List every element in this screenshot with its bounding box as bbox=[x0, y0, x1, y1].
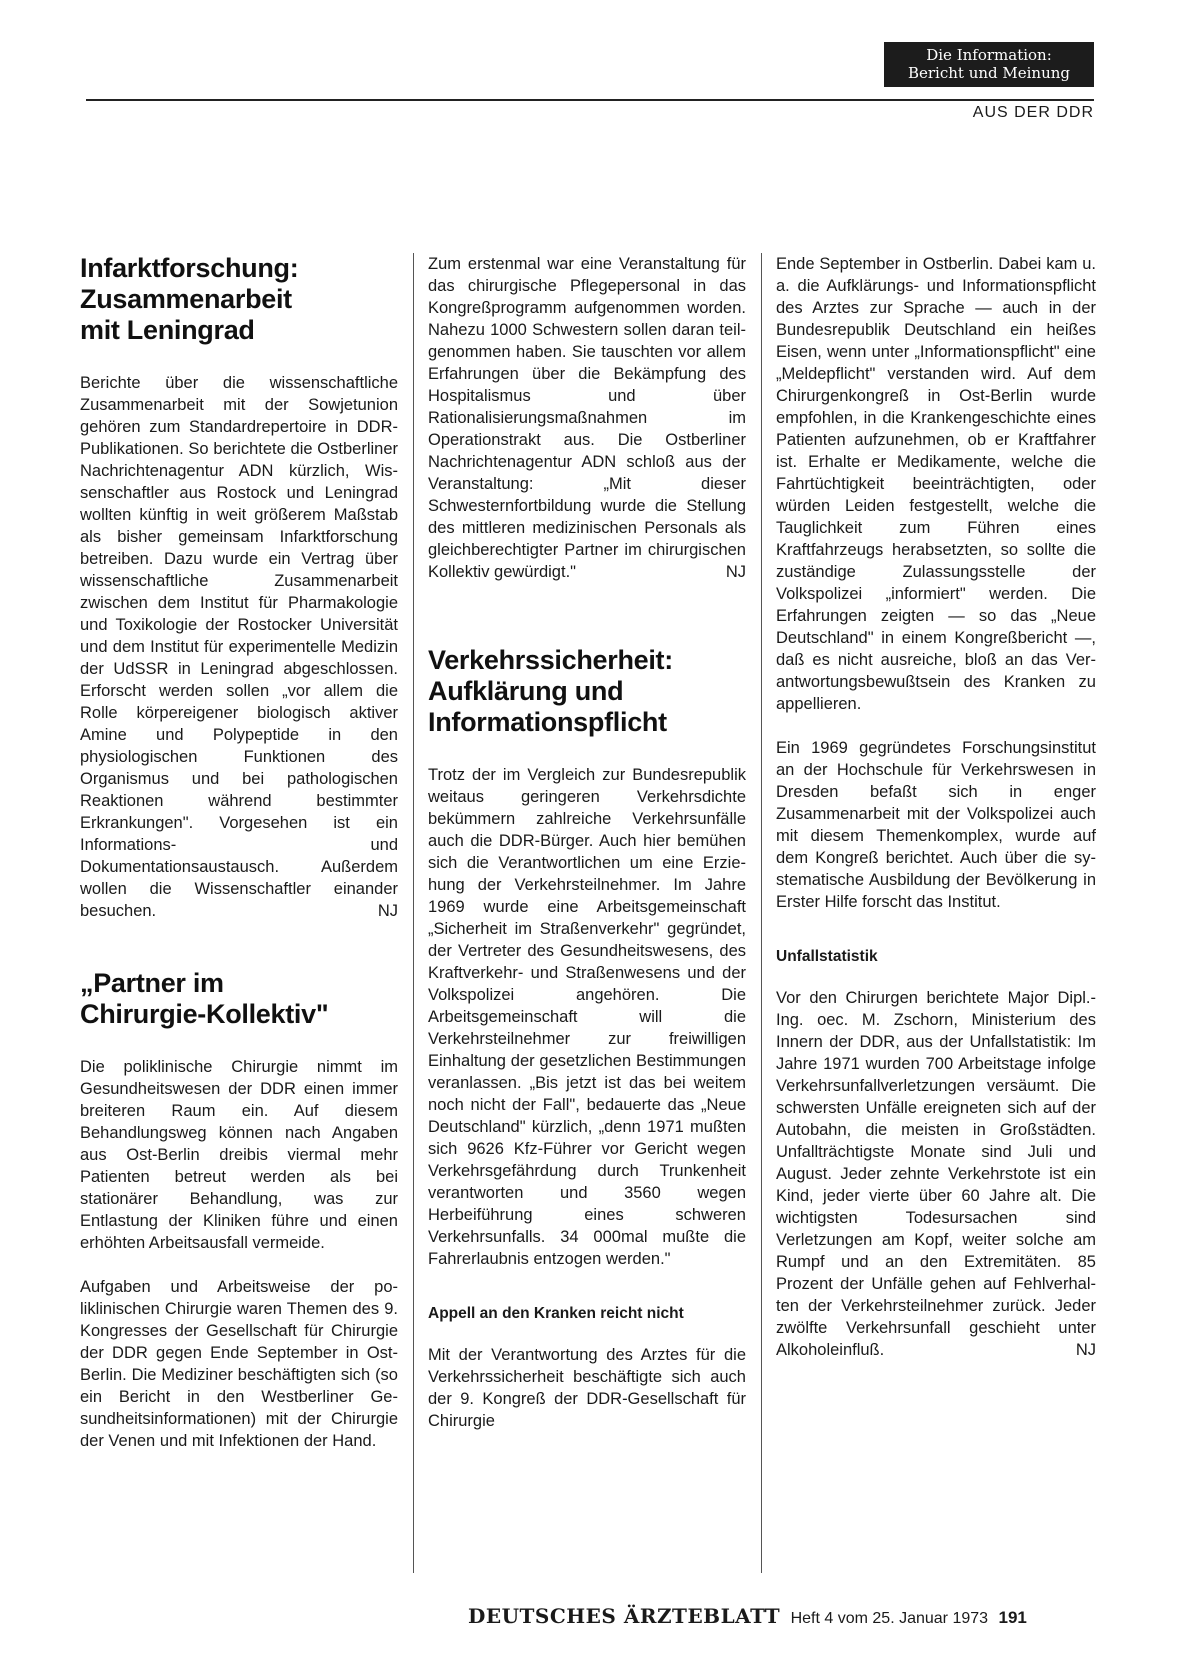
section-label: AUS DER DDR bbox=[972, 104, 1094, 121]
article-paragraph: Ein 1969 gegründetes Forschungsinstitut an der Hochschule für Verkehrswesen in Dresden befaßt sich in enger Zusammenarbeit mit der Volkspolizei auch mit diesem Themenkomplex, wurde auf dem Kongreß berichtet. Auch über die systematische Ausbildung der Bevölkerung in Erster Hilfe forscht das Institut. bbox=[776, 739, 1096, 911]
rubric-line-1: Die Information: bbox=[926, 46, 1052, 64]
rubric-badge bbox=[884, 42, 1094, 87]
paragraph-text: Vor den Chirurgen berichtete Major Dipl.-Ing. oec. M. Zschorn, Ministerium des Innern der DDR, aus der Unfallstatistik: Im Jahre 1971 wurden 700 Arbeitstage infolge Verkehrsunfallverletzungen versäumt. Die schwersten Unfälle ereigneten sich auf der Autobahn, die meisten in Großstädten. Unfallträchtigste Monate sind Juli und August. Jeder zehnte Verkehrstote ist ein Kind, jeder vierte über 60 Jahre alt. Die wichtigsten Todesursachen sind Verletzungen am Kopf, weiter solche am Rumpf und an den Extremitäten. 85 Prozent der Unfälle gehen auf Fehlverhalten der Verkehrsteilnehmer zurück. Jeder zwölfte Verkehrsunfall geschieht unter Alkoholeinfluß. bbox=[776, 989, 1096, 1359]
subheading: Unfallstatistik bbox=[776, 948, 878, 965]
title-line: Verkehrssicherheit: bbox=[428, 645, 673, 675]
author-signature: NJ bbox=[1075, 1341, 1096, 1359]
article-title-partner bbox=[80, 968, 398, 1030]
article-paragraph: Die poliklinische Chirurgie nimmt im Gesundheitswesen der DDR einen immer breiteren Raum ein. Auf diesem Behandlungsweg können nach Angaben aus Ost-Berlin dreibis viermal mehr Patienten betreut werden als bei stationärer Behandlung, was zur Entlastung der Kliniken führe und einen erhöhten Arbeitsausfall vermeide. bbox=[80, 1058, 398, 1252]
title-line: Zusammenarbeit bbox=[80, 284, 292, 314]
article-title-infarkt bbox=[80, 253, 398, 346]
title-line: „Partner im bbox=[80, 968, 224, 998]
rubric-line-2: Bericht und Meinung bbox=[907, 64, 1071, 82]
column-divider bbox=[761, 253, 762, 1573]
article-title-verkehr bbox=[428, 645, 746, 738]
issue-info: Heft 4 vom 25. Januar 1973 bbox=[790, 1610, 989, 1627]
article-paragraph: Trotz der im Vergleich zur Bundesrepublik weitaus geringeren Verkehrsdichte bekümmern zahlreiche Verkehrsunfälle auch die DDR-Bürger. Auch hier bemühen sich die Verantwortlichen um eine Erziehung der Verkehrsteilnehmer. Im Jahre 1969 wurde eine Arbeitsgemeinschaft „Sicherheit im Straßenverkehr" gegründet, der Vertreter des Gesundheitswesens, des Kraftverkehr- und Straßenwesens und der Volkspolizei angehören. Die Arbeitsgemeinschaft will die Verkehrsteilnehmer zur freiwilligen Einhaltung der gesetzlichen Bestimmungen veranlassen. „Bis jetzt ist das bei weitem noch nicht der Fall", bedauerte das „Neue Deutschland" kürzlich, „denn 1971 mußten sich 9626 Kfz-Führer vor Gericht wegen Verkehrsgefährdung durch Trunkenheit verantworten und 3560 wegen Herbeiführung eines schweren Verkehrsunfalls. 34 000mal mußte die Fahrerlaubnis entzogen werden." bbox=[428, 766, 746, 1268]
header-rule bbox=[86, 99, 1094, 101]
title-line: Aufklärung und bbox=[428, 676, 624, 706]
paragraph-text: Zum erstenmal war eine Veranstaltung für das chirurgische Pflegepersonal in das Kongreßprogramm aufgenommen worden. Nahezu 1000 Schwestern sollen daran teilgenommen haben. Sie tauschten vor allem Erfahrungen über die Bekämpfung des Hospitalismus und über Rationalisierungsmaßnahmen im Operationstrakt aus. Die Ostberliner Nachrichtenagentur ADN schloß aus der Veranstaltung: „Mit dieser Schwesternfortbildung wurde die Stellung des mittleren medizinischen Personals als gleichberechtigter Partner im chirurgischen Kollektiv gewürdigt." bbox=[428, 255, 746, 581]
title-line: Informationspflicht bbox=[428, 707, 667, 737]
article-paragraph: Mit der Verantwortung des Arztes für die Verkehrssicherheit beschäftigte sich auch der 9. Kongreß der DDR-Gesellschaft für Chirurgie bbox=[428, 1346, 746, 1430]
subheading: Appell an den Kranken reicht nicht bbox=[428, 1305, 684, 1322]
article-paragraph: Aufgaben und Arbeitsweise der poliklinischen Chirurgie waren Themen des 9. Kongresses der Gesellschaft für Chirurgie der DDR gegen Ende September in Ost-Berlin. Die Mediziner beschäftigten sich (so ein Bericht in den Westberliner Gesundheitsinformationen) mit der Chirurgie der Venen und mit Infektionen der Hand. bbox=[80, 1278, 398, 1450]
page-number: 191 bbox=[998, 1608, 1027, 1627]
page-footer bbox=[468, 1604, 1090, 1628]
column-2 bbox=[428, 253, 746, 1454]
masthead: DEUTSCHES ÄRZTEBLATT bbox=[468, 1604, 781, 1628]
column-1 bbox=[80, 253, 398, 1474]
article-paragraph: Ende September in Ostberlin. Dabei kam u. a. die Aufklärungs- und Informationspflicht des Arztes zur Sprache — auch in der Bundesrepublik Deutschland ein heißes Eisen, wenn unter „Informationspflicht" eine „Meldepflicht" verstanden wird. Auf dem Chirurgenkongreß in Ost-Berlin wurde empfohlen, in die Krankengeschichte eines Patienten aufzunehmen, ob er Kraftfahrer ist. Erhalte er Medikamente, welche die Fahrtüchtigkeit beeinträchtigten, oder würden Leiden festgestellt, welche die Tauglichkeit zum Führen eines Kraftfahrzeugs herabsetzten, so sollte die zuständige Zulassungsstelle der Volkspolizei „informiert" werden. Die Erfahrungen zeigten — so das „Neue Deutschland" in einem Kongreßbericht —, daß es nicht ausreiche, bloß an das Verantwortungsbewußtsein des Kranken zu appellieren. bbox=[776, 255, 1096, 713]
article-paragraph bbox=[428, 253, 746, 583]
paragraph-text: Berichte über die wissenschaftliche Zusammenarbeit mit der Sowjetunion gehören zum Standardrepertoire in DDR-Publikationen. So berichtete die Ostberliner Nachrichtenagentur ADN kürzlich, Wissenschaftler aus Rostock und Leningrad wollten künftig in weit größerem Maßstab als bisher gemeinsam Infarktforschung betreiben. Dazu wurde ein Vertrag über wissenschaftliche Zusammenarbeit zwischen dem Institut für Pharmakologie und Toxikologie der Rostocker Universität und dem Institut für experimentelle Medizin der UdSSR in Leningrad abgeschlossen. Erforscht werden sollen „vor allem die Rolle körpereigener biologisch aktiver Amine und Polypeptide in den physiologischen Funktionen des Organismus und bei pathologischen Reaktionen während bestimmter Erkrankungen". Vorgesehen ist ein Informations- und Dokumentationsaustausch. Außerdem wollen die Wissenschaftler einander besuchen. bbox=[80, 374, 398, 920]
article-paragraph bbox=[80, 372, 398, 922]
title-line: mit Leningrad bbox=[80, 315, 255, 345]
author-signature: NJ bbox=[377, 902, 398, 920]
column-3 bbox=[776, 253, 1096, 1383]
title-line: Infarktforschung: bbox=[80, 253, 299, 283]
article-paragraph bbox=[776, 987, 1096, 1361]
column-divider bbox=[413, 253, 414, 1573]
author-signature: NJ bbox=[725, 563, 746, 581]
title-line: Chirurgie-Kollektiv" bbox=[80, 999, 329, 1029]
